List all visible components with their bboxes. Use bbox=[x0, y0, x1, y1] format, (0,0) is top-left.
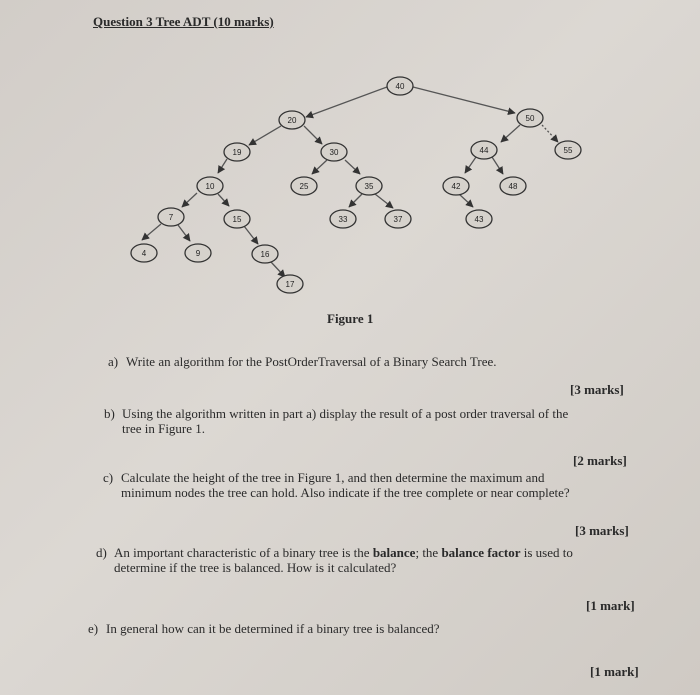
tree-node-label: 4 bbox=[141, 249, 147, 258]
tree-node-40 bbox=[387, 77, 413, 95]
question-b-text-line1: Using the algorithm written in part a) display the result of a post order traversal of the bbox=[122, 406, 569, 421]
tree-node-4 bbox=[131, 244, 157, 262]
edge-10-7 bbox=[182, 193, 197, 207]
tree-node-37 bbox=[385, 210, 411, 228]
edge-20-30 bbox=[304, 126, 322, 144]
edge-40-20 bbox=[306, 87, 387, 117]
edge-50-44 bbox=[501, 125, 520, 142]
tree-node-label: 15 bbox=[232, 215, 242, 224]
question-d-text-line2: determine if the tree is balanced. How is it calculated? bbox=[114, 560, 397, 575]
question-e-letter: e) bbox=[88, 621, 99, 636]
tree-node-label: 9 bbox=[195, 249, 201, 258]
tree-node-label: 25 bbox=[299, 182, 309, 191]
tree-node-17 bbox=[277, 275, 303, 293]
edge-30-35 bbox=[345, 160, 360, 174]
tree-node-33 bbox=[330, 210, 356, 228]
edge-44-48 bbox=[492, 157, 503, 174]
tree-node-20 bbox=[279, 111, 305, 129]
edge-7-4 bbox=[142, 224, 161, 240]
question-title: Question 3 Tree ADT (10 marks) bbox=[93, 14, 274, 29]
tree-node-44 bbox=[471, 141, 497, 159]
question-a-text: Write an algorithm for the PostOrderTraversal of a Binary Search Tree. bbox=[126, 354, 497, 369]
edge-44-42 bbox=[465, 157, 476, 173]
edge-15-16 bbox=[244, 226, 258, 244]
question-d-text-part3: is used to bbox=[520, 545, 573, 560]
tree-node-label: 17 bbox=[285, 280, 295, 289]
tree-node-label: 42 bbox=[451, 182, 461, 191]
tree-node-label: 50 bbox=[525, 114, 535, 123]
edge-10-15 bbox=[218, 194, 229, 206]
question-e bbox=[88, 621, 440, 636]
question-a-marks: [3 marks] bbox=[570, 382, 624, 397]
edge-35-37 bbox=[375, 194, 393, 208]
figure-label: Figure 1 bbox=[327, 311, 374, 326]
tree-node-label: 44 bbox=[479, 146, 489, 155]
question-d-marks: [1 mark] bbox=[586, 598, 635, 613]
tree-figure bbox=[0, 0, 700, 300]
tree-node-35 bbox=[356, 177, 382, 195]
question-d-bold-balance: balance bbox=[372, 545, 416, 560]
tree-node-label: 37 bbox=[393, 215, 403, 224]
tree-node-label: 30 bbox=[329, 148, 339, 157]
tree-node-9 bbox=[185, 244, 211, 262]
question-c-text-line1: Calculate the height of the tree in Figure 1, and then determine the maximum and bbox=[121, 470, 545, 485]
question-b-text-line2: tree in Figure 1. bbox=[122, 421, 206, 436]
question-b bbox=[104, 406, 568, 436]
tree-node-25 bbox=[291, 177, 317, 195]
tree-node-15 bbox=[224, 210, 250, 228]
tree-node-19 bbox=[224, 143, 250, 161]
tree-node-label: 48 bbox=[508, 182, 518, 191]
question-d-text-part1: An important characteristic of a binary tree is the bbox=[114, 545, 373, 560]
edge-40-50 bbox=[413, 87, 515, 113]
tree-node-16 bbox=[252, 245, 278, 263]
question-d bbox=[96, 545, 573, 575]
question-d-bold-balance-factor: balance factor bbox=[441, 545, 521, 560]
question-c bbox=[103, 470, 570, 500]
tree-node-label: 19 bbox=[232, 148, 242, 157]
edge-42-43 bbox=[459, 194, 473, 207]
edge-19-10 bbox=[218, 159, 227, 173]
tree-node-label: 40 bbox=[395, 82, 405, 91]
question-a bbox=[108, 354, 497, 369]
edge-35-33 bbox=[349, 194, 362, 207]
tree-node-label: 55 bbox=[563, 146, 573, 155]
question-e-marks: [1 mark] bbox=[590, 664, 639, 679]
question-d-text-part2: ; the bbox=[415, 545, 442, 560]
tree-node-label: 16 bbox=[260, 250, 270, 259]
question-b-marks: [2 marks] bbox=[573, 453, 627, 468]
question-c-text-line2: minimum nodes the tree can hold. Also indicate if the tree complete or near complete? bbox=[121, 485, 570, 500]
tree-node-48 bbox=[500, 177, 526, 195]
tree-node-label: 10 bbox=[205, 182, 215, 191]
tree-node-label: 35 bbox=[364, 182, 374, 191]
question-c-marks: [3 marks] bbox=[575, 523, 629, 538]
tree-node-10 bbox=[197, 177, 223, 195]
edge-20-19 bbox=[249, 126, 281, 145]
question-d-letter: d) bbox=[96, 545, 107, 560]
edge-30-25 bbox=[312, 160, 327, 174]
tree-node-label: 20 bbox=[287, 116, 297, 125]
edge-7-9 bbox=[178, 225, 190, 241]
question-e-text: In general how can it be determined if a binary tree is balanced? bbox=[106, 621, 440, 636]
tree-node-label: 7 bbox=[168, 213, 174, 222]
tree-node-label: 43 bbox=[474, 215, 484, 224]
tree-node-7 bbox=[158, 208, 184, 226]
question-c-letter: c) bbox=[103, 470, 114, 485]
tree-node-42 bbox=[443, 177, 469, 195]
tree-node-label: 33 bbox=[338, 215, 348, 224]
tree-node-55 bbox=[555, 141, 581, 159]
tree-node-50 bbox=[517, 109, 543, 127]
question-b-letter: b) bbox=[104, 406, 115, 421]
question-a-letter: a) bbox=[108, 354, 119, 369]
edge-50-55 bbox=[542, 125, 558, 142]
tree-node-43 bbox=[466, 210, 492, 228]
edge-16-17 bbox=[271, 262, 285, 277]
tree-node-30 bbox=[321, 143, 347, 161]
